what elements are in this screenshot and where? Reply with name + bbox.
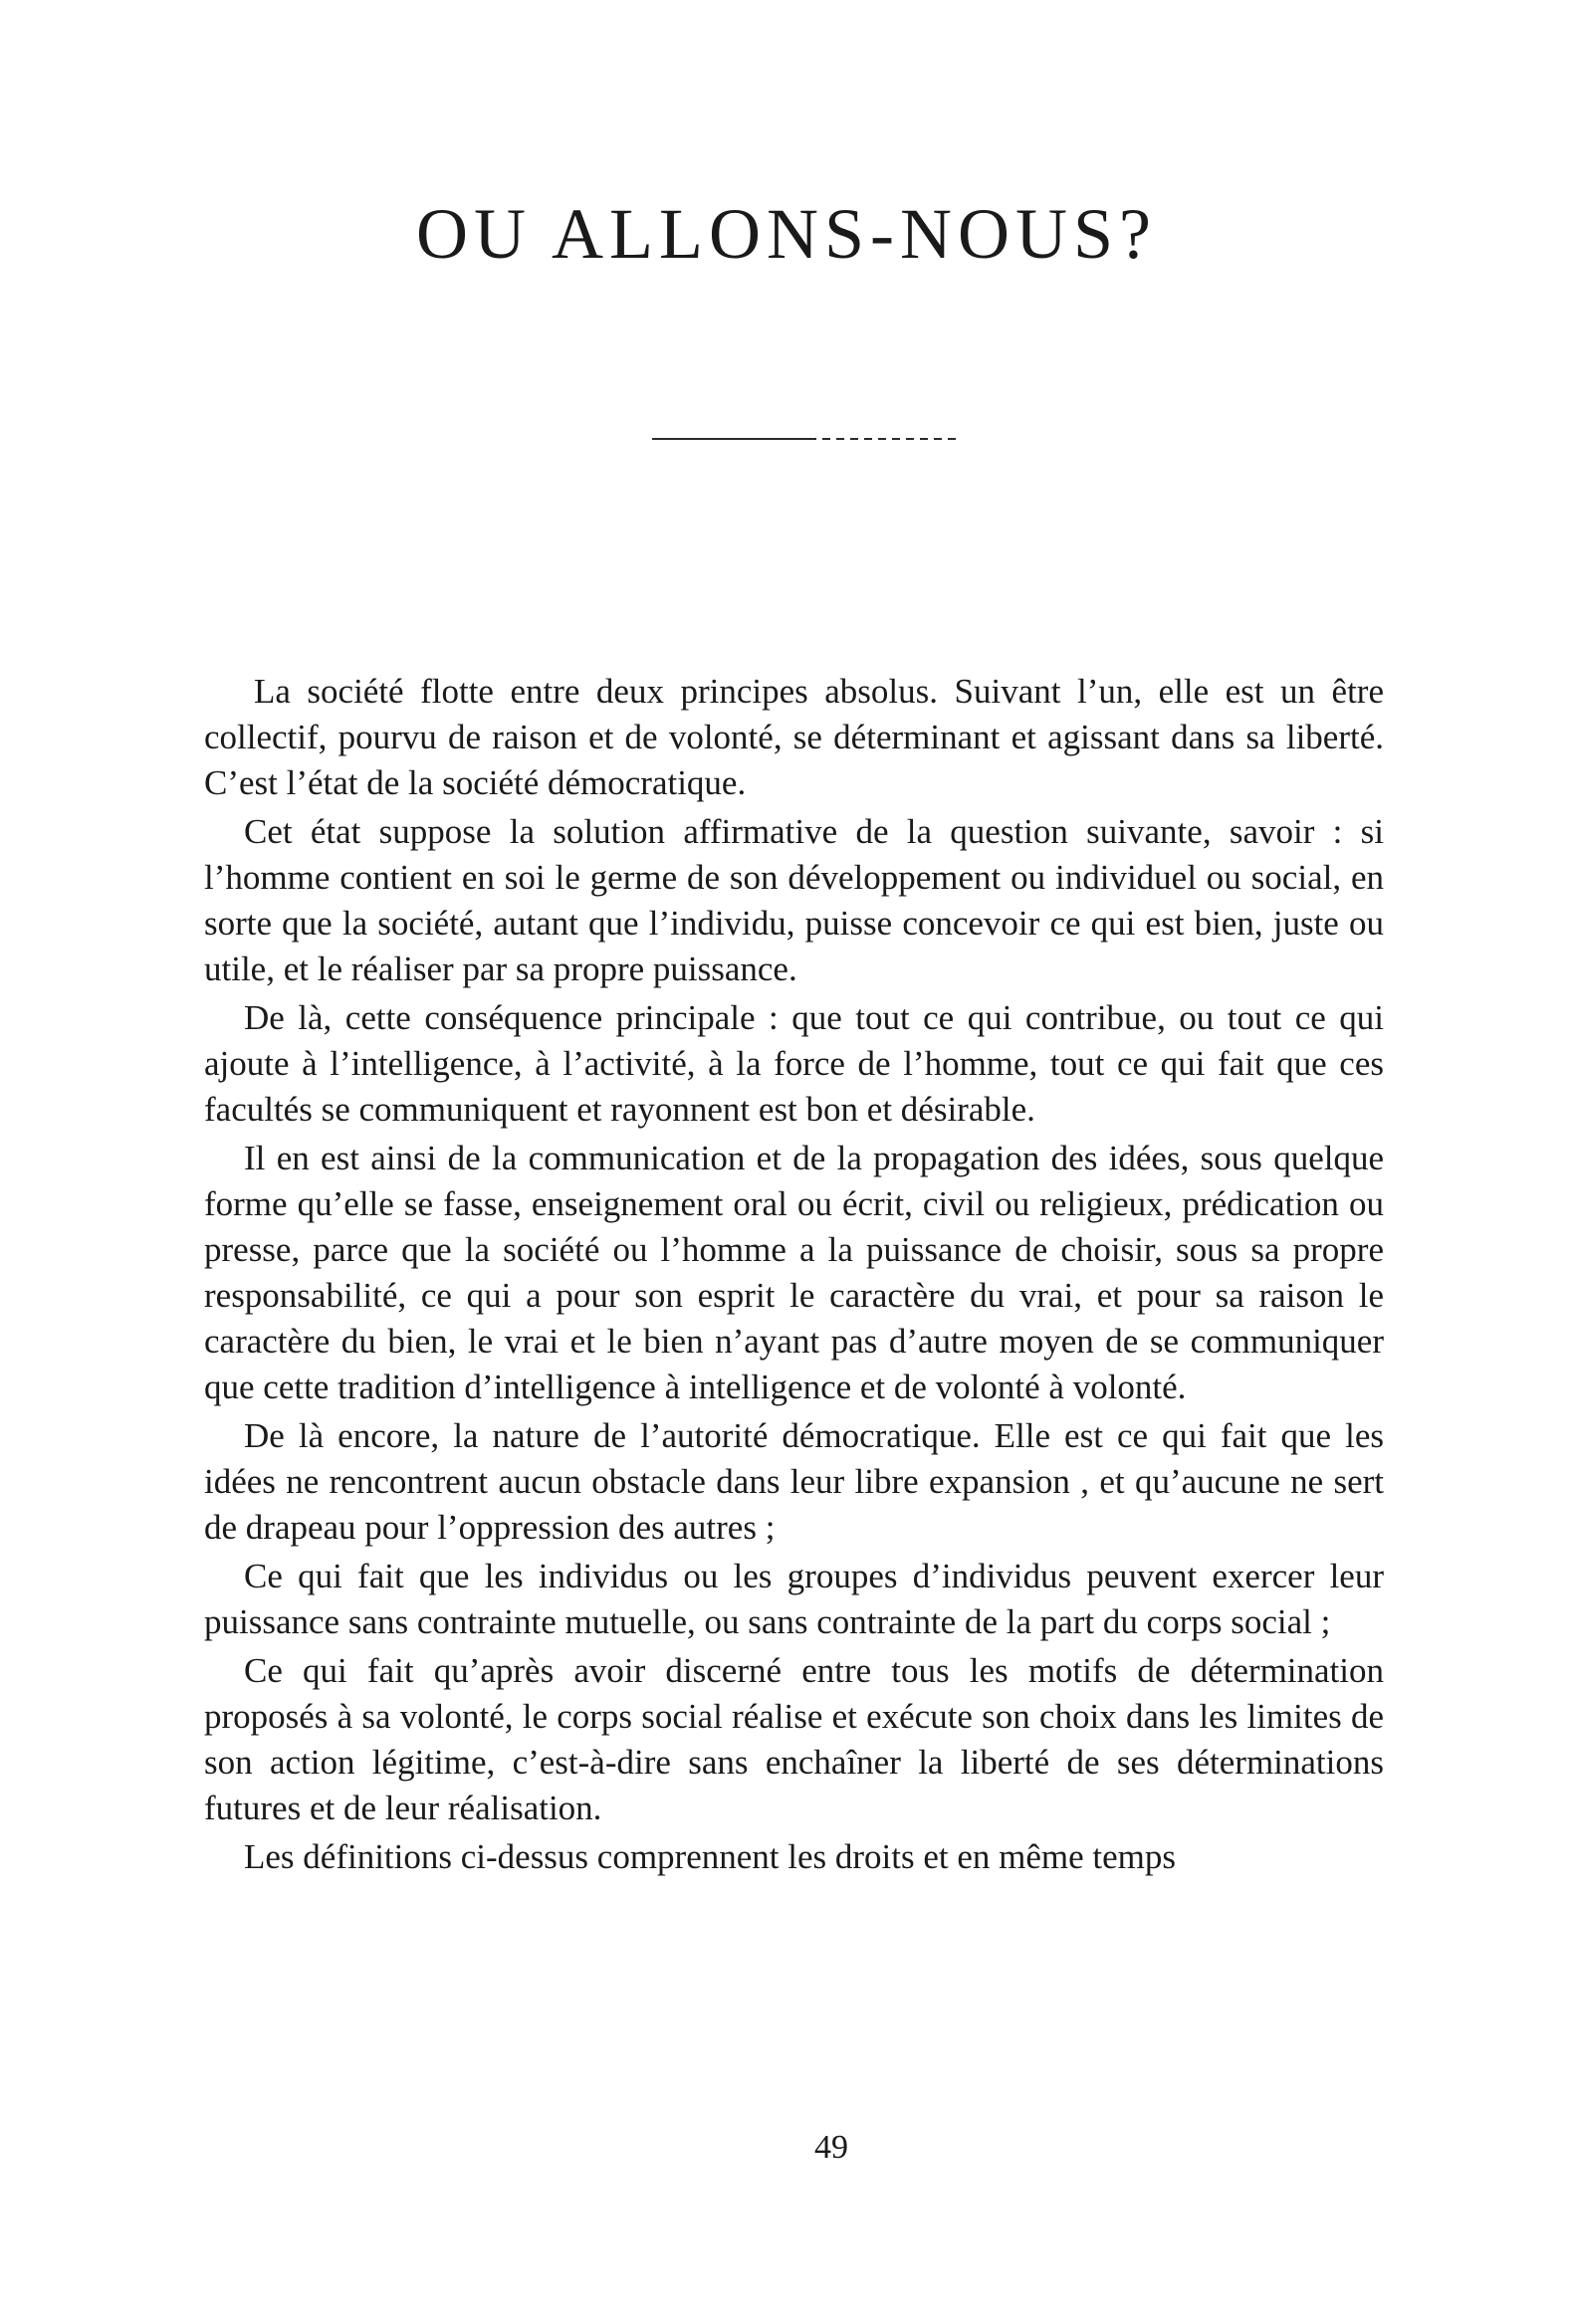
- paragraph: De là encore, la nature de l’autorité démocratique. Elle est ce qui fait que les idées ne rencontrent aucun obstacle dans leur libre expansion , et qu’aucune ne sert de drapeau pour l’oppression des autres ;: [204, 1416, 1384, 1547]
- chapter-title: OU ALLONS-NOUS?: [416, 194, 1157, 274]
- paragraph: De là, cette conséquence principale : que tout ce qui contribue, ou tout ce qui ajoute à l’intelligence, à l’activité, à la force de l’homme, tout ce qui fait que ces facultés se communiquent et rayonnent est bon et désirable.: [204, 998, 1384, 1129]
- title-divider-dashed-tail: [816, 438, 961, 441]
- paragraph: Ce qui fait qu’après avoir discerné entre tous les motifs de détermination proposés à sa volonté, le corps social réalise et exécute son choix dans les limites de son action légitime, c’est-à-dire sans enchaîner la liberté de ses déterminations futures et de leur réalisation.: [204, 1651, 1384, 1827]
- paragraph: Cet état suppose la solution affirmative de la question suivante, savoir : si l’homme contient en soi le germe de son développement ou individuel ou social, en sorte que la société, autant que l’individu, puisse concevoir ce qui est bien, juste ou utile, et le réaliser par sa propre puissance.: [204, 812, 1384, 988]
- paragraph: Les définitions ci-dessus comprennent les droits et en même temps: [244, 1837, 1177, 1876]
- paragraph: Il en est ainsi de la communication et de la propagation des idées, sous quelque forme qu’elle se fasse, enseignement oral ou écrit, civil ou religieux, prédication ou presse, parce que la société ou l’homme a la puissance de choisir, sous sa propre responsabilité, ce qui a pour son esprit le caractère du vrai, et pour sa raison le caractère du bien, le vrai et le bien n’ayant pas d’autre moyen de se communiquer que cette tradition d’intelligence à intelligence et de volonté à volonté.: [204, 1139, 1384, 1406]
- paragraph: La société flotte entre deux principes absolus. Suivant l’un, elle est un être collectif, pourvu de raison et de volonté, se déterminant et agissant dans sa liberté. C’est l’état de la société démocratique.: [204, 672, 1384, 802]
- body-text: [204, 669, 1384, 1883]
- paragraph: Ce qui fait que les individus ou les groupes d’individus peuvent exercer leur puissance sans contrainte mutuelle, ou sans contrainte de la part du corps social ;: [204, 1557, 1384, 1641]
- page-number: 49: [814, 2129, 848, 2166]
